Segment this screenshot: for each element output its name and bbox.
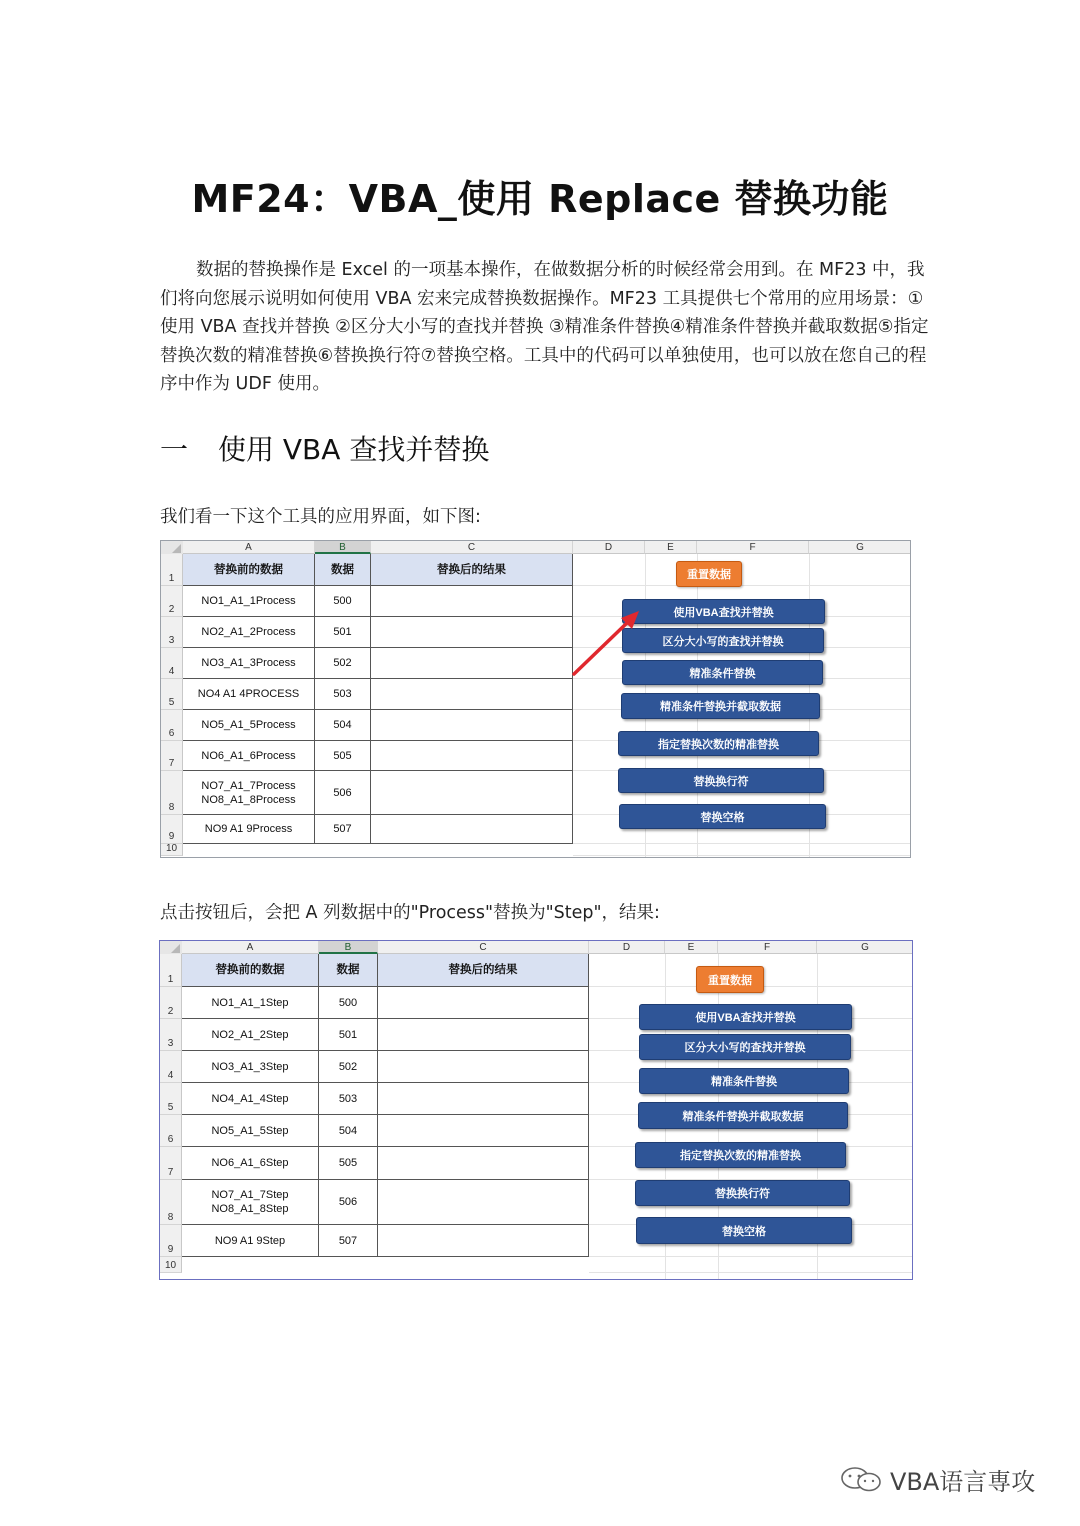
row-header	[160, 1225, 182, 1257]
number-cell[interactable]: 503	[319, 1083, 378, 1115]
limited-count-replace-button[interactable]: 指定替换次数的精准替换	[635, 1142, 846, 1168]
row-header	[160, 1257, 182, 1273]
source-data-cell[interactable]: NO2_A1_2Process	[183, 617, 315, 648]
source-data-cell[interactable]: NO6_A1_6Process	[183, 741, 315, 771]
row-header	[160, 1051, 182, 1083]
caption-result: 点击按钮后，会把 A 列数据中的"Process"替换为"Step"，结果:	[160, 903, 660, 923]
source-data-cell[interactable]: NO4_A1_4Step	[182, 1083, 319, 1115]
section-title: 使用 VBA 查找并替换	[218, 433, 490, 466]
source-data-cell[interactable]: NO5_A1_5Step	[182, 1115, 319, 1147]
caption-interface: 我们看一下这个工具的应用界面，如下图:	[160, 507, 481, 527]
column-header-f: F	[718, 941, 817, 954]
row-header	[160, 1115, 182, 1147]
table-header-cell[interactable]: 替换后的结果	[378, 954, 589, 987]
number-cell[interactable]: 505	[315, 741, 371, 771]
row-number: 1	[167, 974, 174, 985]
source-data-cell[interactable]: NO9 A1 9Process	[183, 815, 315, 844]
column-header-d: D	[573, 541, 645, 554]
number-cell[interactable]: 504	[315, 710, 371, 741]
row-number: 10	[164, 1260, 177, 1271]
column-header-a: A	[183, 541, 315, 554]
case-sensitive-replace-button[interactable]: 区分大小写的查找并替换	[622, 628, 824, 653]
column-header-d: D	[589, 941, 665, 954]
row-number: 3	[168, 635, 175, 646]
replace-linebreak-button[interactable]: 替换换行符	[635, 1180, 850, 1206]
row-number: 2	[167, 1006, 174, 1017]
source-data-cell[interactable]: NO6_A1_6Step	[182, 1147, 319, 1180]
source-data-cell[interactable]: NO7_A1_7Step NO8_A1_8Step	[182, 1180, 319, 1225]
row-number: 9	[168, 831, 175, 842]
column-header-a: A	[182, 941, 319, 954]
replace-space-button[interactable]: 替换空格	[619, 804, 826, 829]
number-cell[interactable]: 501	[315, 617, 371, 648]
watermark-text: VBA语言専攻	[890, 1468, 1036, 1496]
number-cell[interactable]: 502	[319, 1051, 378, 1083]
result-cell[interactable]	[378, 987, 589, 1019]
number-cell[interactable]: 507	[319, 1225, 378, 1257]
result-cell[interactable]	[378, 1051, 589, 1083]
row-number: 4	[167, 1070, 174, 1081]
number-cell[interactable]: 506	[315, 771, 371, 815]
source-data-cell[interactable]: NO7_A1_7Process NO8_A1_8Process	[183, 771, 315, 815]
column-header-c: C	[378, 941, 589, 954]
exact-replace-button[interactable]: 精准条件替换	[622, 660, 823, 685]
row-header	[160, 1180, 182, 1225]
select-all-corner	[160, 941, 183, 955]
column-header-g: G	[817, 941, 913, 954]
row-header	[160, 1019, 182, 1051]
row-number: 8	[168, 802, 175, 813]
document-title: MF24：VBA_使用 Replace 替换功能	[191, 177, 889, 221]
section-number: 一	[160, 433, 189, 466]
row-number: 3	[167, 1038, 174, 1049]
number-cell[interactable]: 500	[315, 586, 371, 617]
table-header-cell[interactable]: 替换前的数据	[183, 554, 315, 586]
row-header	[160, 1147, 182, 1180]
row-header	[160, 954, 182, 987]
row-number: 9	[167, 1244, 174, 1255]
case-sensitive-replace-button[interactable]: 区分大小写的查找并替换	[639, 1034, 851, 1060]
number-cell[interactable]: 505	[319, 1147, 378, 1180]
row-number: 8	[167, 1212, 174, 1223]
limited-count-replace-button[interactable]: 指定替换次数的精准替换	[618, 731, 819, 756]
number-cell[interactable]: 504	[319, 1115, 378, 1147]
red-arrow-icon	[161, 541, 911, 858]
excel-screenshot-after	[159, 940, 913, 1280]
result-cell[interactable]	[378, 1180, 589, 1225]
find-replace-button[interactable]: 使用VBA查找并替换	[622, 599, 825, 624]
excel-screenshot-before	[160, 540, 911, 858]
row-number: 1	[168, 573, 175, 584]
row-number: 6	[168, 728, 175, 739]
section-heading	[160, 428, 489, 468]
column-header-b: B	[315, 541, 371, 554]
number-cell[interactable]: 506	[319, 1180, 378, 1225]
reset-data-button[interactable]: 重置数据	[696, 966, 764, 993]
wechat-icon	[840, 1466, 884, 1494]
intro-paragraph	[160, 256, 930, 399]
column-header-g: G	[809, 541, 911, 554]
exact-replace-extract-button[interactable]: 精准条件替换并截取数据	[621, 693, 820, 719]
number-cell[interactable]: 502	[315, 648, 371, 679]
source-data-cell[interactable]: NO2_A1_2Step	[182, 1019, 319, 1051]
reset-data-button[interactable]: 重置数据	[676, 561, 742, 587]
source-data-cell[interactable]: NO4 A1 4PROCESS	[183, 679, 315, 710]
column-header-b: B	[319, 941, 378, 954]
source-data-cell[interactable]: NO1_A1_1Process	[183, 586, 315, 617]
row-number: 4	[168, 666, 175, 677]
row-number: 2	[168, 604, 175, 615]
row-number: 7	[168, 758, 175, 769]
column-header-e: E	[645, 541, 697, 554]
result-cell[interactable]	[378, 1225, 589, 1257]
number-cell[interactable]: 503	[315, 679, 371, 710]
number-cell[interactable]: 501	[319, 1019, 378, 1051]
column-header-e: E	[665, 941, 718, 954]
source-data-cell[interactable]: NO3_A1_3Process	[183, 648, 315, 679]
result-cell[interactable]	[378, 1019, 589, 1051]
intro-text: 数据的替换操作是 Excel 的一项基本操作，在做数据分析的时候经常会用到。在 MF23 中，我们将向您展示说明如何使用 VBA 宏来完成替换数据操作。MF23 工具提供七个常用的应用场景：①使用 VBA 查找并替换 ②区分大小写的查找并替换 ③精准条件替换④精准条件替换并截取数据⑤指定替换次数的精准替换⑥替换换行符⑦替换空格。工具中的代码可以单独使用，也可以放在您自己的程序中作为 UDF 使用。	[160, 260, 929, 394]
row-number: 5	[167, 1102, 174, 1113]
exact-replace-button[interactable]: 精准条件替换	[639, 1068, 849, 1094]
column-header-c: C	[371, 541, 573, 554]
table-header-cell[interactable]: 替换前的数据	[182, 954, 319, 987]
row-header	[160, 1083, 182, 1115]
source-data-cell[interactable]: NO5_A1_5Process	[183, 710, 315, 741]
row-header	[160, 987, 182, 1019]
source-data-cell[interactable]: NO9 A1 9Step	[182, 1225, 319, 1257]
exact-replace-extract-button[interactable]: 精准条件替换并截取数据	[638, 1102, 848, 1129]
row-number: 5	[168, 697, 175, 708]
replace-linebreak-button[interactable]: 替换换行符	[618, 768, 824, 793]
row-number: 6	[167, 1134, 174, 1145]
watermark	[840, 1462, 1035, 1497]
source-data-cell[interactable]: NO3_A1_3Step	[182, 1051, 319, 1083]
find-replace-button[interactable]: 使用VBA查找并替换	[639, 1004, 852, 1030]
result-cell[interactable]	[378, 1147, 589, 1180]
table-header-cell[interactable]: 数据	[315, 554, 371, 586]
number-cell[interactable]: 500	[319, 987, 378, 1019]
source-data-cell[interactable]: NO1_A1_1Step	[182, 987, 319, 1019]
column-header-f: F	[697, 541, 809, 554]
result-cell[interactable]	[378, 1115, 589, 1147]
table-header-cell[interactable]: 替换后的结果	[371, 554, 573, 586]
number-cell[interactable]: 507	[315, 815, 371, 844]
result-cell[interactable]	[378, 1083, 589, 1115]
table-header-cell[interactable]: 数据	[319, 954, 378, 987]
replace-space-button[interactable]: 替换空格	[636, 1217, 852, 1244]
row-number: 7	[167, 1167, 174, 1178]
row-number: 10	[165, 843, 178, 854]
